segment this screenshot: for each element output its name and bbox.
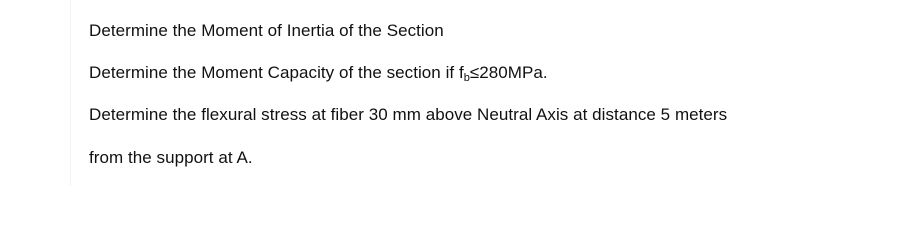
question-text-end: ≤280MPa.: [469, 63, 548, 82]
question-text: Determine the Moment of Inertia of the Section: [89, 21, 444, 40]
question-text: from the support at A.: [89, 148, 253, 167]
question-line-4: [89, 147, 253, 169]
question-line-3: [89, 104, 727, 126]
stress-subscript: b: [463, 72, 470, 84]
question-text: Determine the flexural stress at fiber 30 mm above Neutral Axis at distance 5 meters: [89, 105, 728, 124]
page-margin-line: [70, 0, 71, 186]
question-line-2: [89, 62, 548, 89]
question-line-1: [89, 20, 444, 42]
question-text-start: Determine the Moment Capacity of the section if f: [89, 63, 464, 82]
